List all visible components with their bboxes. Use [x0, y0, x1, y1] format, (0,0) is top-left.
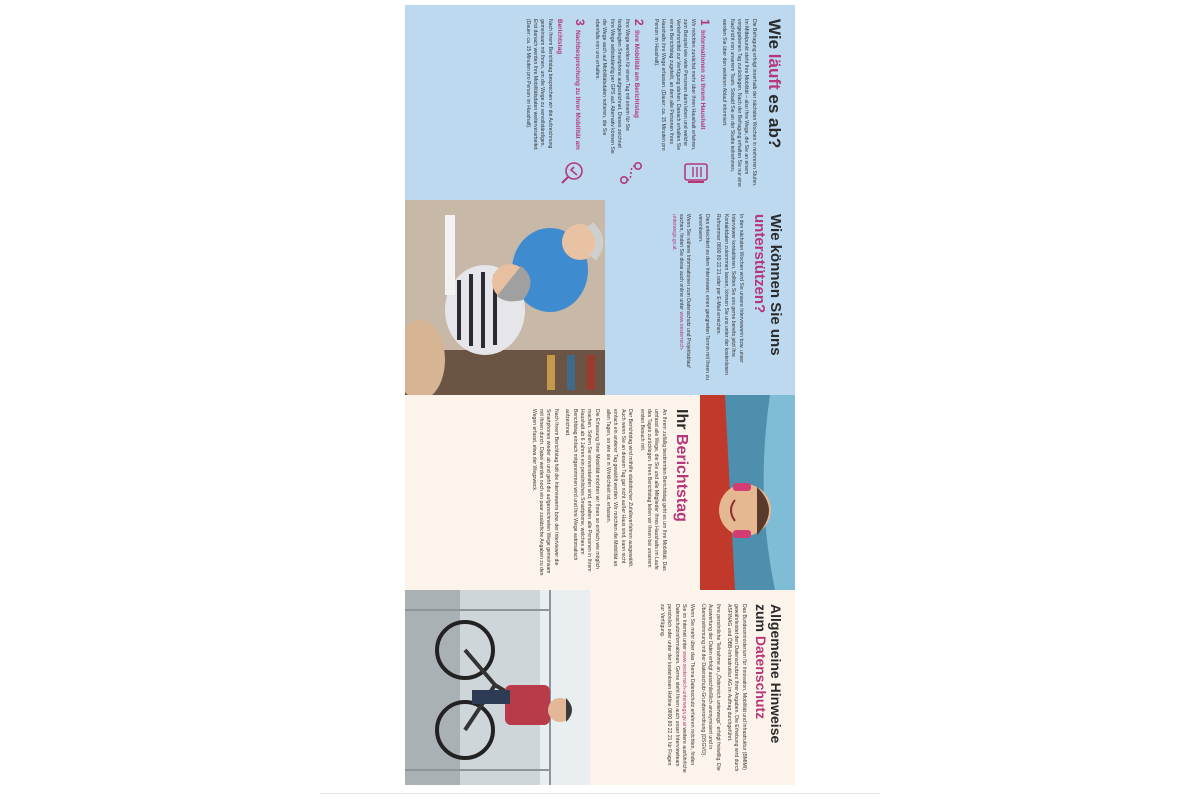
panel2-title: Wie können Sie uns unterstützen?	[750, 214, 784, 356]
panel2-website-link[interactable]: www.oesterreich-unterwegs.gv.at.	[670, 214, 684, 351]
panel1-intro: Die Befragung erfolgt innerhalb der nächsten Wochen in mehreren Stufen. Im Mittelpunkt steht Ihre Mobilität – also Ihre Wege, die Sie an einem vorgegebenen Tag zurücklegen. Nach der Befragung erhalten Sie nur eine Nachricht von unserem Team. Sobald Sie an der Studie teilnehmen, werden Sie über den weiteren Ablauf informiert.	[721, 19, 757, 187]
photo-child-bus-window	[700, 395, 795, 590]
photo-cyclist-bike-parking	[405, 590, 590, 785]
panel1-title: Wie läuft es ab?	[765, 19, 784, 149]
step-1	[652, 19, 714, 188]
route-icon	[618, 160, 644, 186]
step-3-text: Nach Ihrem Berichtstag besprechen wir die Aufzeichnung gemeinsam mit Ihnen, um die Wege zu vervollständigen. Erst danach werden Ihre Mobilitätsdaten weiterverarbeitet. (Dauer: ca. 15 Minuten pro Person im Haushalt).	[524, 19, 553, 151]
step-3-number: 3	[572, 19, 587, 26]
panel3-paragraph-4: Nach Ihrem Berichtstag holt die Interviewerin bzw. der Interviewer die Smartphones wieder ab und geht die aufgezeichneten Wege gemeinsam mit Ihnen durch. Dabei werden noch ein paar zusätzliche Angaben zu den Wegen erfasst, etwa der Wegzweck.	[530, 409, 559, 576]
leaflet	[405, 5, 795, 785]
panel4-paragraph-1: Das Bundesministerium für Innovation, Mobilität und Infrastruktur (BMIMI) gewährleistet den Datenschutzes Ihrer Angaben. Die Erhebung wird durch ASFINAG und ÖBB-Infrastruktur AG im Auftrag durchgeführt.	[726, 604, 747, 772]
panel2-paragraph-1: In den nächsten Wochen wird Sie unsere Interviewerin bzw. unser Interviewer kontaktieren. Sollten Sie uns gerne bereits jetzt Ihre Kontaktdaten zukommen lassen, können Sie uns unter der kostenlosen Rufnummer 0800 80 22 21 oder per E-Mail erreichen.	[715, 214, 744, 375]
panel4-website-link[interactable]: www.oesterreich-unterwegs.gv.at	[681, 651, 688, 726]
panel-data-protection	[405, 590, 795, 785]
notepad-icon	[682, 160, 710, 186]
panel2-paragraph-2: Dies erleichtert es dem Interviewer, einen geeigneten Termin mit Ihnen zu vereinbaren.	[696, 214, 711, 380]
panel2-paragraph-3: Wenn Sie nähere Informationen zum Datenschutz und Projektablauf suchen, finden Sie diese auch online unter www.oesterreich-unterwegs.gv.at.	[670, 214, 692, 368]
panel4-paragraph-2: Ihre persönliche Teilnahme an „Österreich unterwegs“ erfolgt freiwillig. Die Auswertung der Daten erfolgt ausschließlich anonymisiert und in Übereinstimmung mit der Datenschutz-Grundverordnung (DSGVO).	[699, 604, 721, 771]
panel3-title: Ihr Berichtstag	[673, 409, 690, 522]
panel-support	[405, 200, 795, 395]
panel4-title: Allgemeine Hinweise zum Datenschutz	[752, 604, 784, 744]
step-3	[523, 19, 589, 188]
panel-reporting-day	[405, 395, 795, 590]
step-1-heading: Informationen zu Ihrem Haushalt	[698, 30, 706, 130]
step-2	[593, 19, 648, 188]
panel-how-it-works	[405, 5, 795, 200]
panel3-paragraph-2: Der Berichtstag wird mithilfe statistischer Zufallsverfahren ausgewählt. Auch wenn Sie an diesem Tag gar nicht außer Haus sind, kann nicht einfach ein anderer Tag gewählt werden. Wir möchten die Mobilität an allen Tagen, so wie sie in Wirklichkeit ist, erfassen.	[605, 409, 634, 568]
step-2-heading: Ihre Mobilität am Berichtstag	[632, 30, 640, 118]
photo-elderly-couple-tablet	[405, 200, 605, 395]
panel3-paragraph-3: Die Erfassung Ihrer Mobilität möchten wir Ihnen so einfach wie möglich machen. Sofern Sie einverstanden sind, erhalten alle Personen in Ihrem Haushalt ab 6 Jahren ein persönliches Smartphone, welches am Berichtstag einfach mitgenommen wird und Ihre Wege automatisch aufzeichnet.	[564, 409, 600, 572]
panel3-paragraph-1: An Ihrem zufällig bestimmten Berichtstag geht es um Ihre Mobilität. Das umfasst alle Wege, die Sie und alle Mitglieder Ihres Haushalts im Laufe des Tages zurücklegen. Ihren Berichtstag teilen wir Ihnen bei unserem ersten Besuch mit.	[638, 409, 667, 571]
scan-edge-line	[320, 793, 880, 794]
step-1-text: Wir möchten zunächst mehr über Ihren Haushalt erfahren, zum Beispiel wie viele Personen darin leben und welche Verkehrsmittel zur Verfügung stehen. Danach erhalten Sie einen Berichtstag zugeteilt, an dem alle Personen Ihres Haushalts ihre Wege erfassen. (Dauer: ca. 15 Minuten pro Person im Haushalt).	[652, 19, 696, 151]
step-2-text: Ihre Wege werden für einen Tag mit einem für Sie festgelegten Smartphone aufgezeichnet. Dieses zeichnet Ihre Wege selbstständig per GPS auf. Alternativ können Sie die Wege auch auf Mobilitätsdaten notieren, die Sie ebenfalls von uns erhalten.	[594, 19, 630, 154]
step-3-heading: Nachbesprechung zu Ihrer Mobilität am Berichtstag	[555, 19, 581, 150]
panel4-paragraph-3: Wenn Sie mehr über das Thema Datenschutz erfahren möchten, finden Sie im Internet unter www.oesterreich-unterwegs.gv.at weitere ausführliche Datenschutzinformationen. Gerne steht Ihnen auch unser Interviewteam persönlich oder unter der kostenlosen Hotline 0800 80 22 21 für Fragen zur Verfügung.	[659, 604, 695, 773]
panel2-text-block	[605, 200, 795, 395]
panel3-text-block	[405, 395, 700, 590]
checkmark-search-icon	[559, 160, 585, 186]
panel4-text-block	[590, 590, 795, 785]
step-2-number: 2	[631, 19, 646, 26]
step-1-number: 1	[697, 19, 712, 26]
